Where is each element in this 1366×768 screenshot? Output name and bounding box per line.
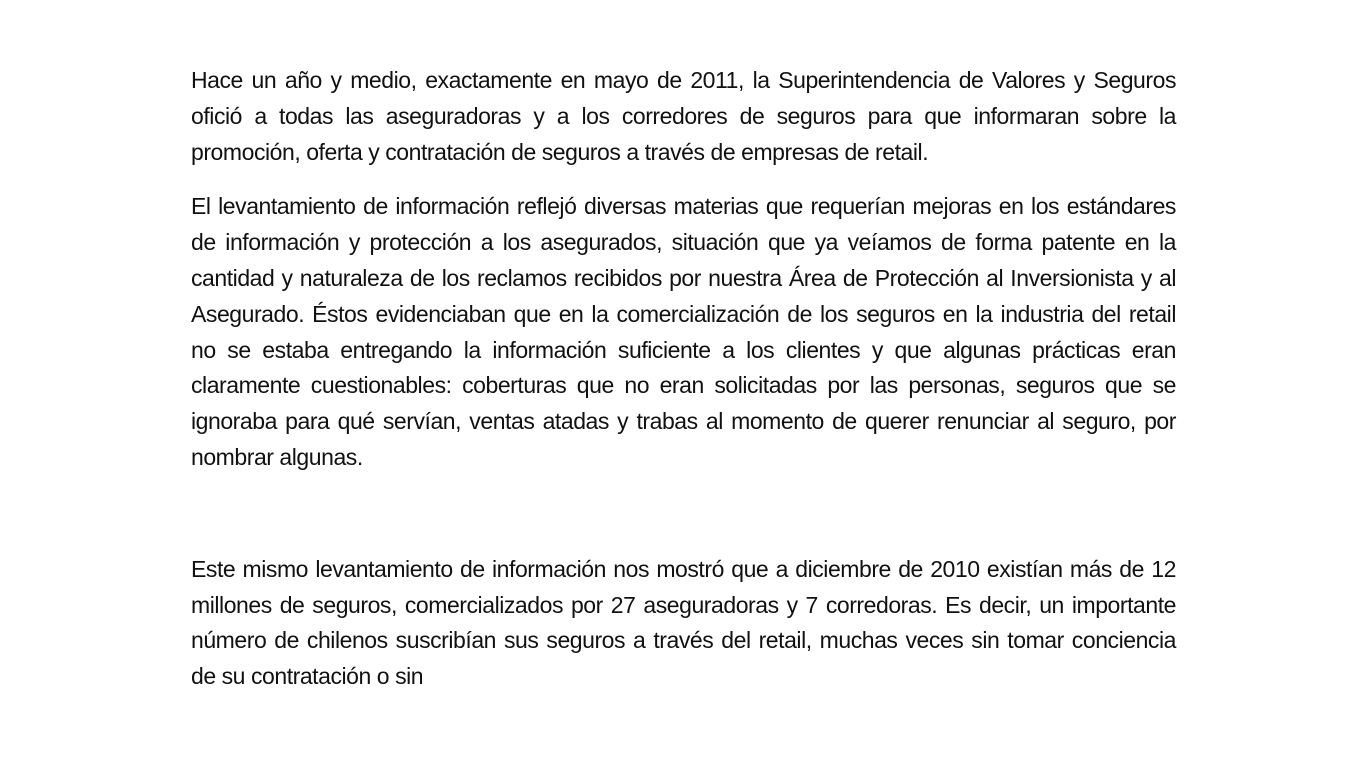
paragraph-1: Hace un año y medio, exactamente en mayo de 2011, la Superintendencia de Valores y Seguros ofició a todas las aseguradoras y a los corredores de seguros para que informaran sobre la promoción, oferta y contratación de seguros a través de empresas de retail.: [191, 67, 1176, 165]
paragraph-2: El levantamiento de información reflejó diversas materias que requerían mejoras en los estándares de información y protección a los asegurados, situación que ya veíamos de forma patente en la cantidad y naturaleza de los reclamos recibidos por nuestra Área de Protección al Inversionista y al Asegurado. Éstos evidenciaban que en la comercialización de los seguros en la industria del retail no se estaba entregando la información suficiente a los clientes y que algunas prácticas eran claramente cuestionables: coberturas que no eran solicitadas por las personas, seguros que se ignoraba para qué servían, ventas atadas y trabas al momento de querer renunciar al seguro, por nombrar algunas.: [191, 193, 1176, 470]
document-body: [191, 63, 1176, 695]
paragraph-3: Este mismo levantamiento de información nos mostró que a diciembre de 2010 existían más de 12 millones de seguros, comercializados por 27 aseguradoras y 7 corredoras. Es decir, un importante número de chilenos suscribían sus seguros a través del retail, muchas veces sin tomar conciencia de su contratación o sin: [191, 555, 1176, 690]
